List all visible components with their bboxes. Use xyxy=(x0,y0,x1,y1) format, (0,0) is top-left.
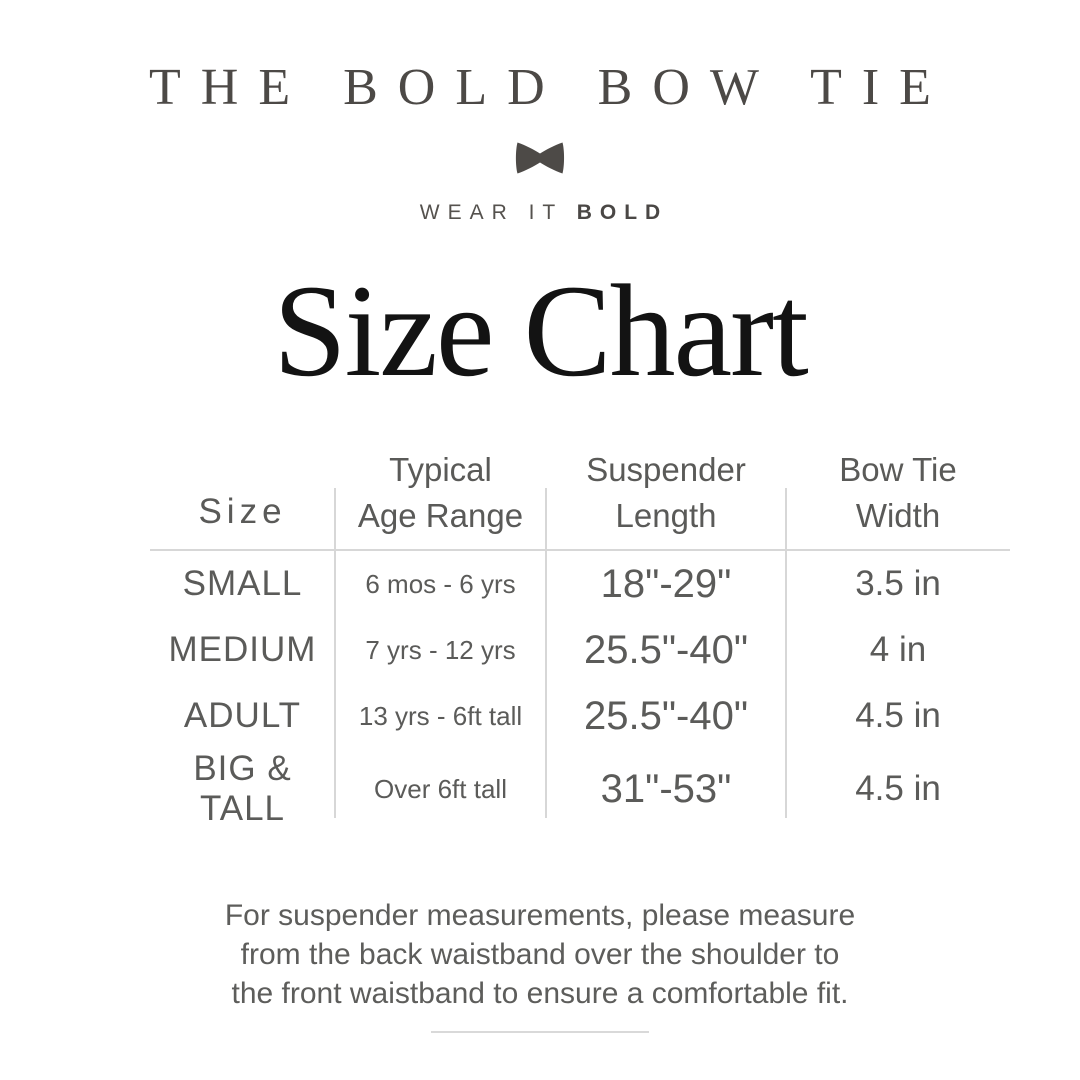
column-divider xyxy=(545,488,547,818)
column-divider xyxy=(785,488,787,818)
tagline-regular: WEAR IT xyxy=(419,201,563,224)
brand-title: THE BOLD BOW TIE xyxy=(149,59,951,116)
table-body xyxy=(150,551,1010,828)
size-cell: MEDIUM xyxy=(168,630,317,669)
width-cell: 4.5 in xyxy=(855,696,941,735)
brand-tagline xyxy=(0,201,1080,225)
footer-line: from the back waistband over the shoulder to xyxy=(240,938,840,971)
age-range-cell: 7 yrs - 12 yrs xyxy=(365,634,516,665)
table-row xyxy=(150,551,1010,617)
header-size: Size xyxy=(198,492,287,531)
footer-line: For suspender measurements, please measure xyxy=(224,899,856,932)
suspender-cell: 18"-29" xyxy=(600,561,732,606)
suspender-cell: 25.5"-40" xyxy=(583,693,749,738)
bowtie-icon xyxy=(514,139,566,177)
bottom-divider xyxy=(431,1031,649,1033)
age-range-cell: Over 6ft tall xyxy=(374,773,507,804)
header-suspender-length: Suspender Length xyxy=(586,451,746,534)
width-cell: 3.5 in xyxy=(855,564,941,603)
column-divider xyxy=(334,488,336,818)
tagline-bold: BOLD xyxy=(576,201,669,224)
table-row xyxy=(150,617,1010,683)
header-age-range: Typical Age Range xyxy=(357,451,524,534)
size-cell: SMALL xyxy=(182,564,303,603)
age-range-cell: 6 mos - 6 yrs xyxy=(365,568,516,599)
table-row xyxy=(150,683,1010,749)
size-cell: ADULT xyxy=(183,696,302,735)
size-table xyxy=(150,443,1010,828)
footer-note xyxy=(0,896,1080,1013)
width-cell: 4.5 in xyxy=(855,769,941,808)
age-range-cell: 13 yrs - 6ft tall xyxy=(358,700,523,731)
suspender-cell: 25.5"-40" xyxy=(583,627,749,672)
size-cell: BIG & TALL xyxy=(193,749,292,828)
header-bow-tie-width: Bow Tie Width xyxy=(839,451,957,534)
suspender-cell: 31"-53" xyxy=(600,766,732,811)
width-cell: 4 in xyxy=(869,630,927,669)
table-header-row xyxy=(150,443,1010,551)
footer-line: the front waistband to ensure a comfortable fit. xyxy=(231,977,849,1010)
page-title: Size Chart xyxy=(273,257,807,404)
table-row xyxy=(150,749,1010,828)
